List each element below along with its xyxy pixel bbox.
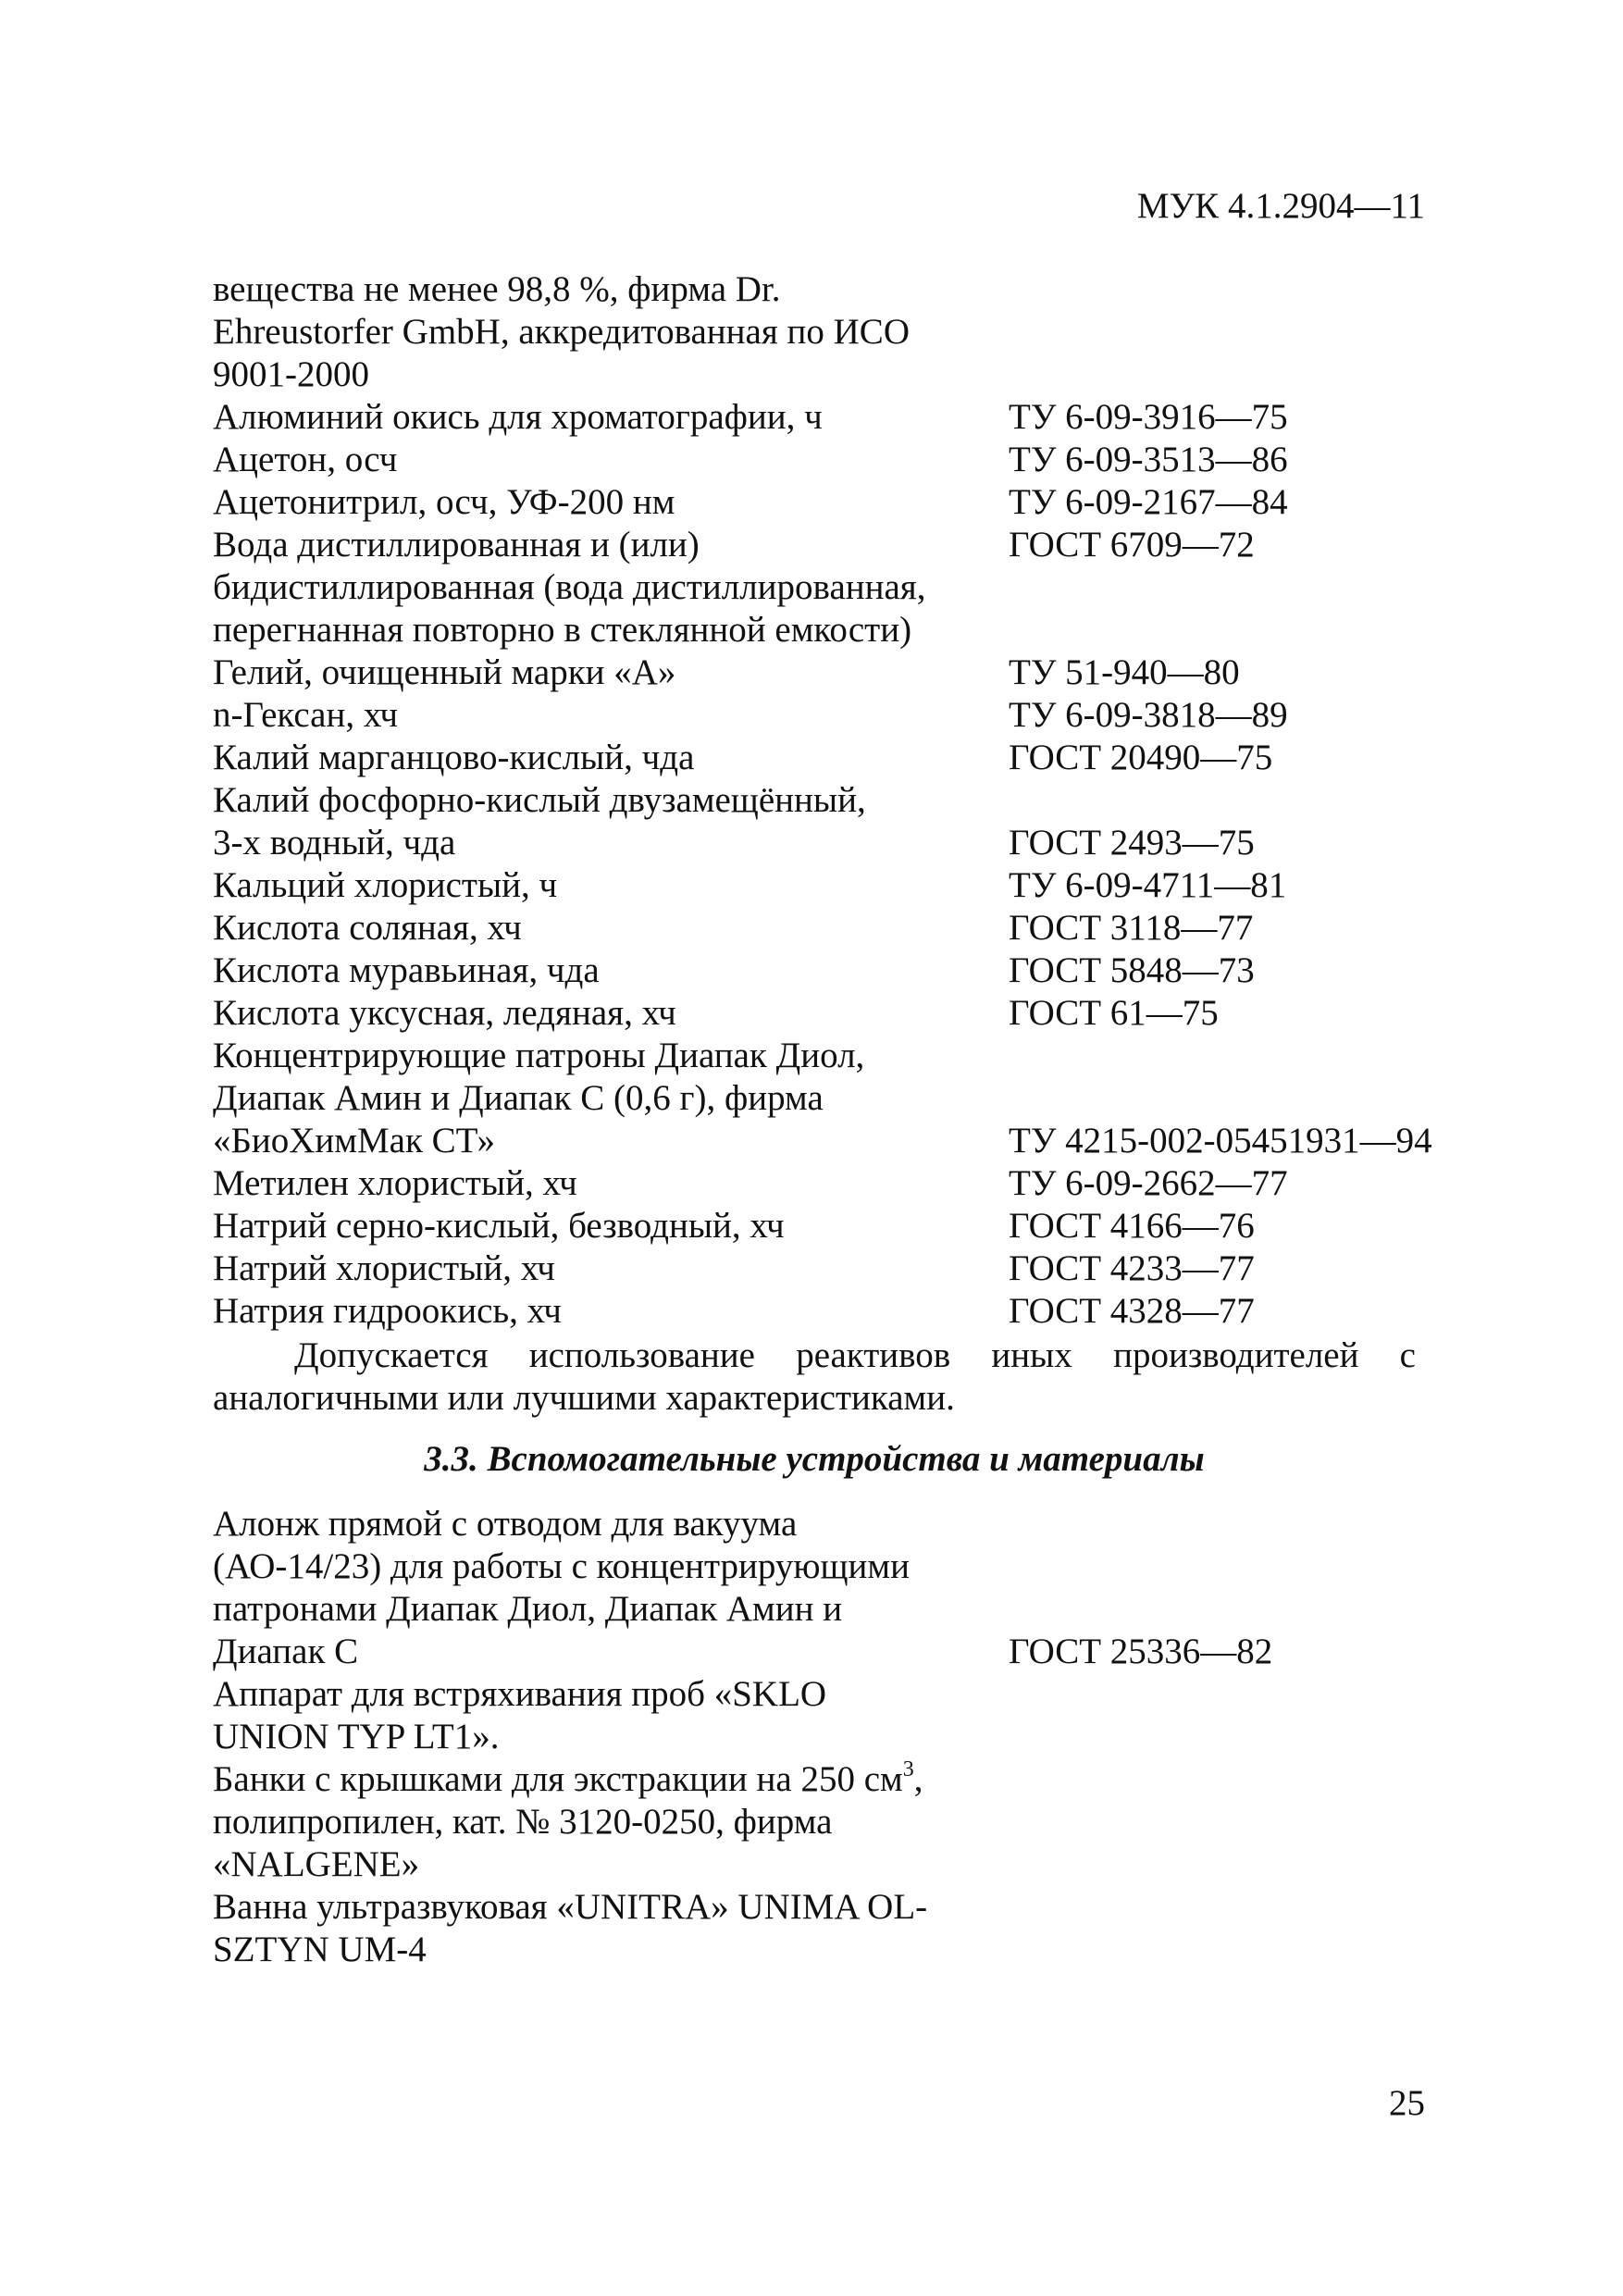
- reagent-standard: ГОСТ 20490—75: [1009, 738, 1273, 777]
- equipment-name-text: Алонж прямой с отводом для вакуума: [213, 1504, 798, 1544]
- equipment-name: [213, 1801, 1009, 1843]
- page-number: 25: [1389, 2083, 1425, 2123]
- reagent-line: [213, 864, 1462, 907]
- equipment-standard: [1009, 1886, 1462, 1929]
- reagent-standard: [1009, 311, 1462, 354]
- reagent-standard: ГОСТ 61—75: [1009, 993, 1219, 1033]
- reagent-name-text: Калий марганцово-кислый, чда: [213, 738, 695, 777]
- equipment-name: [213, 1503, 1009, 1545]
- equipment-name: [213, 1673, 1009, 1716]
- equipment-standard: [1009, 1545, 1462, 1588]
- reagents-list: [213, 268, 1462, 1333]
- equipment-name-text: UNION TYP LT1».: [213, 1717, 500, 1756]
- reagent-name: [213, 779, 1009, 822]
- reagent-name: [213, 1205, 1009, 1247]
- equipment-name-text: (АО-14/23) для работы с концентрирующими: [213, 1546, 910, 1586]
- reagent-standard: [1009, 1035, 1462, 1077]
- reagent-name-text: Ацетон, осч: [213, 440, 398, 479]
- reagent-name-text: бидистиллированная (вода дистиллированная,: [213, 567, 926, 607]
- reagent-line: [213, 268, 1462, 311]
- reagent-standard: [1009, 354, 1462, 396]
- reagent-line: [213, 907, 1462, 949]
- reagent-name: [213, 1120, 1009, 1162]
- reagent-name: [213, 907, 1009, 949]
- reagent-name-text: 9001-2000: [213, 354, 369, 394]
- equipment-line: [213, 1929, 1462, 1971]
- section-heading: 3.3. Вспомогательные устройства и материалы: [424, 1439, 1205, 1479]
- equipment-line: [213, 1716, 1462, 1758]
- reagent-line: [213, 1205, 1462, 1247]
- reagent-name-text: n-Гексан, хч: [213, 695, 398, 735]
- reagent-name: [213, 864, 1009, 907]
- reagent-name: [213, 694, 1009, 737]
- reagent-name: [213, 652, 1009, 694]
- equipment-line: [213, 1758, 1462, 1801]
- reagent-standard: ТУ 6-09-3513—86: [1009, 440, 1288, 479]
- reagent-line: [213, 439, 1462, 481]
- equipment-line: [213, 1886, 1462, 1929]
- equipment-name: [213, 1758, 1009, 1801]
- reagent-name: [213, 1035, 1009, 1077]
- reagent-line: [213, 822, 1462, 864]
- equipment-name-text: SZTYN UM-4: [213, 1930, 427, 1969]
- reagent-name-text: Вода дистиллированная и (или): [213, 525, 700, 565]
- reagent-line: [213, 566, 1462, 609]
- reagent-standard: ГОСТ 5848—73: [1009, 950, 1255, 990]
- reagent-name: [213, 268, 1009, 311]
- note-paragraph: [213, 1334, 1416, 1420]
- equipment-name: [213, 1886, 1009, 1929]
- equipment-list: [213, 1503, 1462, 1971]
- reagent-name-text: Кислота уксусная, ледяная, хч: [213, 993, 676, 1033]
- reagent-standard: [1009, 1077, 1462, 1120]
- reagent-standard: [1009, 779, 1462, 822]
- reagent-name: [213, 354, 1009, 396]
- reagent-name: [213, 609, 1009, 652]
- equipment-line: [213, 1801, 1462, 1843]
- reagent-standard: ТУ 6-09-2662—77: [1009, 1163, 1288, 1203]
- equipment-name: [213, 1716, 1009, 1758]
- reagent-standard: [1009, 609, 1462, 652]
- reagent-line: [213, 1247, 1462, 1290]
- reagent-line: [213, 1077, 1462, 1120]
- reagent-line: [213, 524, 1462, 566]
- reagent-name-text: Кислота муравьиная, чда: [213, 950, 600, 990]
- reagent-name: [213, 1162, 1009, 1205]
- reagent-standard: ТУ 6-09-3818—89: [1009, 695, 1288, 735]
- reagent-line: [213, 737, 1462, 779]
- reagent-name-text: вещества не менее 98,8 %, фирма Dr.: [213, 269, 781, 309]
- equipment-name-text: Банки с крышками для экстракции на 250 см: [213, 1759, 903, 1799]
- reagent-standard: [1009, 268, 1462, 311]
- reagent-standard: ГОСТ 4166—76: [1009, 1206, 1255, 1246]
- reagent-name-text: перегнанная повторно в стеклянной емкости): [213, 610, 912, 650]
- equipment-line: [213, 1631, 1462, 1673]
- reagent-name-text: Метилен хлористый, хч: [213, 1163, 577, 1203]
- reagent-standard: ГОСТ 4233—77: [1009, 1248, 1255, 1288]
- reagent-name-text: Натрий серно-кислый, безводный, хч: [213, 1206, 785, 1246]
- equipment-line: [213, 1588, 1462, 1631]
- reagent-name: [213, 822, 1009, 864]
- reagent-name-text: Диапак Амин и Диапак С (0,6 г), фирма: [213, 1078, 824, 1118]
- superscript: 3: [902, 1757, 914, 1781]
- reagent-name: [213, 1077, 1009, 1120]
- reagent-name-text: Гелий, очищенный марки «А»: [213, 652, 676, 692]
- reagent-name: [213, 396, 1009, 439]
- reagent-line: [213, 1290, 1462, 1333]
- reagent-line: [213, 354, 1462, 396]
- note-text: Допускается использование реактивов иных производителей с аналогичными или лучшими характеристиками.: [213, 1335, 1416, 1418]
- equipment-name: [213, 1588, 1009, 1631]
- reagent-name: [213, 439, 1009, 481]
- reagent-line: [213, 652, 1462, 694]
- equipment-name: [213, 1545, 1009, 1588]
- equipment-name: [213, 1843, 1009, 1886]
- reagent-name: [213, 949, 1009, 992]
- reagent-line: [213, 779, 1462, 822]
- equipment-standard: ГОСТ 25336—82: [1009, 1632, 1273, 1671]
- reagent-standard: ТУ 6-09-3916—75: [1009, 397, 1288, 437]
- reagent-standard: ГОСТ 4328—77: [1009, 1291, 1255, 1331]
- reagent-line: [213, 609, 1462, 652]
- reagent-standard: ГОСТ 6709—72: [1009, 525, 1255, 565]
- reagent-line: [213, 481, 1462, 524]
- reagent-standard: ТУ 4215-002-05451931—94: [1009, 1121, 1432, 1160]
- equipment-standard: [1009, 1929, 1462, 1971]
- reagent-line: [213, 1035, 1462, 1077]
- equipment-standard: [1009, 1673, 1462, 1716]
- reagent-line: [213, 1120, 1462, 1162]
- reagent-name-text: Концентрирующие патроны Диапак Диол,: [213, 1036, 865, 1075]
- reagent-line: [213, 992, 1462, 1035]
- equipment-name-text: полипропилен, кат. № 3120-0250, фирма: [213, 1802, 833, 1842]
- reagent-name: [213, 737, 1009, 779]
- equipment-name-text: «NALGENE»: [213, 1844, 420, 1884]
- reagent-name-text: Кислота соляная, хч: [213, 908, 522, 948]
- reagent-name-text: Калий фосфорно-кислый двузамещённый,: [213, 780, 866, 820]
- equipment-standard: [1009, 1716, 1462, 1758]
- reagent-line: [213, 311, 1462, 354]
- equipment-line: [213, 1545, 1462, 1588]
- reagent-name: [213, 566, 1009, 609]
- equipment-line: [213, 1503, 1462, 1545]
- equipment-name: [213, 1631, 1009, 1673]
- reagent-line: [213, 949, 1462, 992]
- reagent-name: [213, 1290, 1009, 1333]
- reagent-name-text: Ацетонитрил, осч, УФ-200 нм: [213, 482, 675, 522]
- reagent-name-text: Алюминий окись для хроматографии, ч: [213, 397, 823, 437]
- reagent-standard: ТУ 6-09-4711—81: [1009, 865, 1287, 905]
- equipment-standard: [1009, 1801, 1462, 1843]
- reagent-standard: ГОСТ 2493—75: [1009, 823, 1255, 863]
- equipment-standard: [1009, 1588, 1462, 1631]
- equipment-standard: [1009, 1758, 1462, 1801]
- reagent-name-text: «БиоХимМак СТ»: [213, 1121, 495, 1160]
- equipment-name-text: патронами Диапак Диол, Диапак Амин и: [213, 1589, 843, 1629]
- reagent-name-text: 3-х водный, чда: [213, 823, 456, 863]
- reagent-name-text: Натрия гидроокись, хч: [213, 1291, 562, 1331]
- equipment-line: [213, 1673, 1462, 1716]
- reagent-standard: ТУ 6-09-2167—84: [1009, 482, 1288, 522]
- reagent-name: [213, 992, 1009, 1035]
- reagent-name: [213, 311, 1009, 354]
- equipment-name-text: Ванна ультразвуковая «UNITRA» UNIMA OL-: [213, 1887, 928, 1927]
- equipment-name-text: Диапак С: [213, 1632, 359, 1671]
- document-body: [213, 268, 1462, 1971]
- equipment-name-text: Аппарат для встряхивания проб «SKLO: [213, 1674, 827, 1714]
- reagent-name-text: Кальций хлористый, ч: [213, 865, 558, 905]
- equipment-name: [213, 1929, 1009, 1971]
- reagent-name: [213, 524, 1009, 566]
- equipment-standard: [1009, 1843, 1462, 1886]
- superscript-tail: ,: [913, 1759, 923, 1799]
- equipment-standard: [1009, 1503, 1462, 1545]
- reagent-line: [213, 694, 1462, 737]
- document-code-header: МУК 4.1.2904—11: [1136, 186, 1425, 226]
- reagent-name-text: Натрий хлористый, хч: [213, 1248, 555, 1288]
- reagent-name: [213, 481, 1009, 524]
- reagent-line: [213, 396, 1462, 439]
- reagent-standard: ГОСТ 3118—77: [1009, 908, 1254, 948]
- reagent-standard: [1009, 566, 1462, 609]
- reagent-line: [213, 1162, 1462, 1205]
- reagent-name: [213, 1247, 1009, 1290]
- equipment-line: [213, 1843, 1462, 1886]
- reagent-standard: ТУ 51-940—80: [1009, 652, 1240, 692]
- reagent-name-text: Ehreustorfer GmbH, аккредитованная по ИСО: [213, 312, 910, 352]
